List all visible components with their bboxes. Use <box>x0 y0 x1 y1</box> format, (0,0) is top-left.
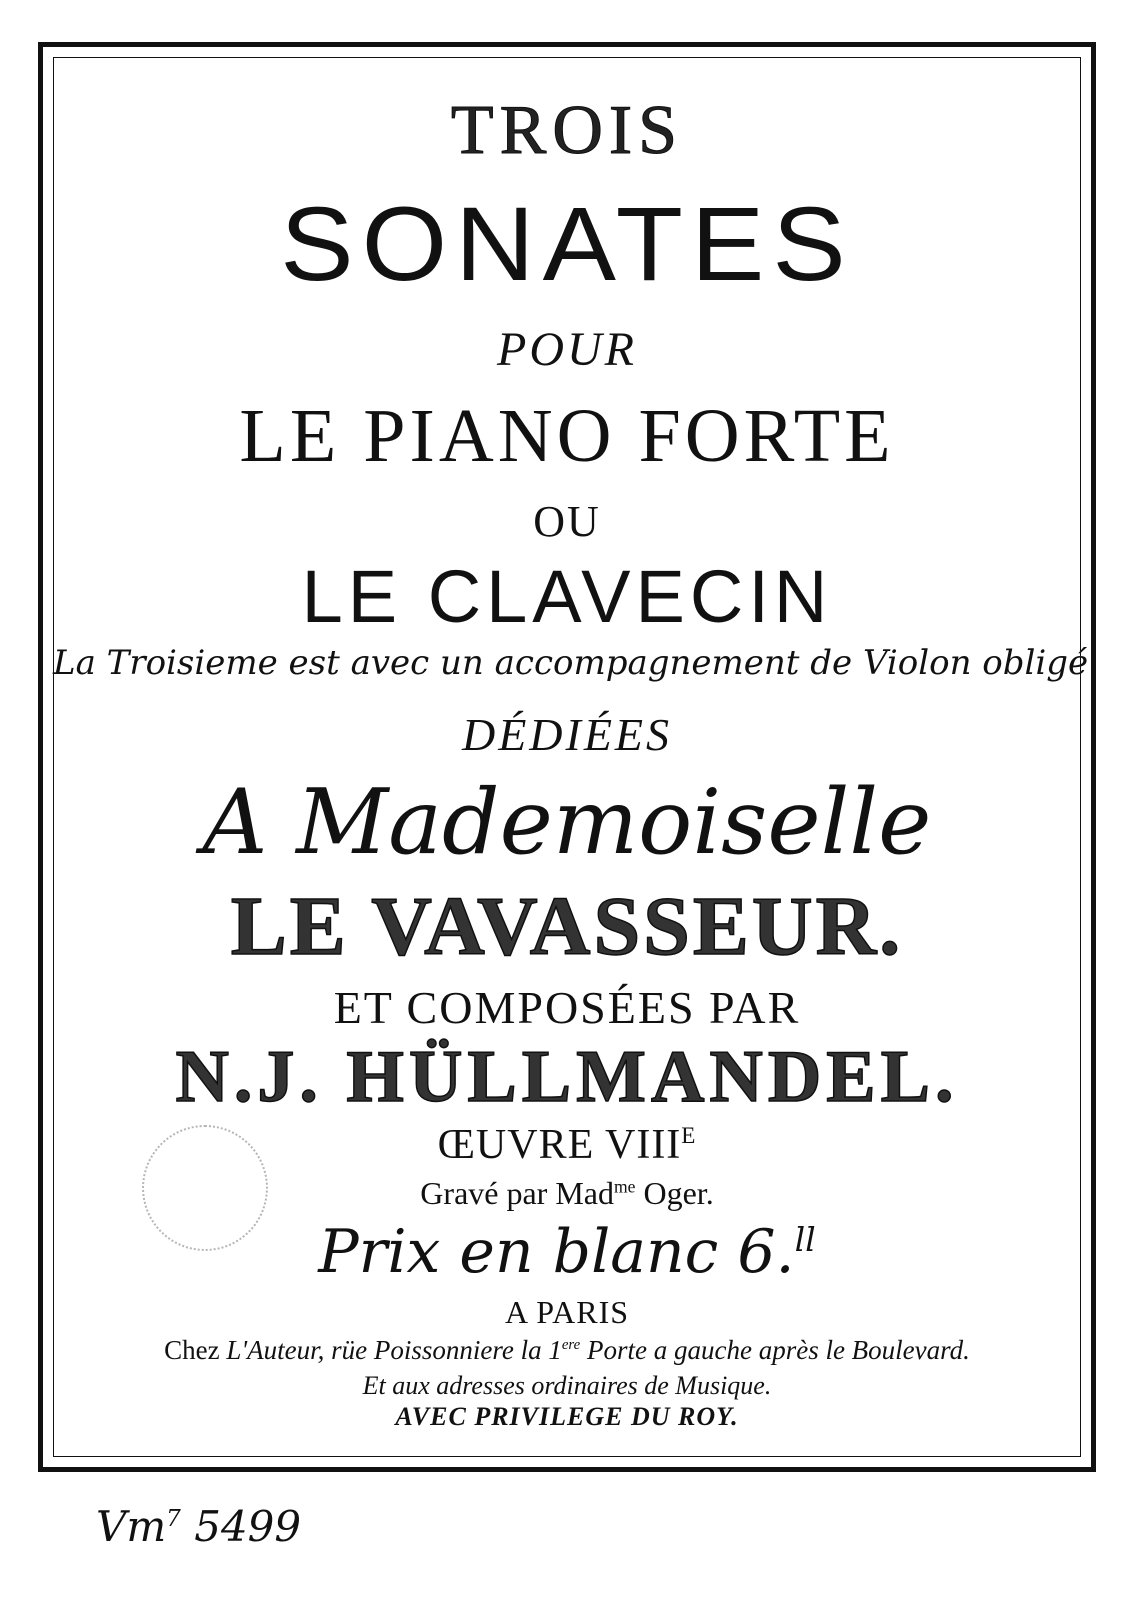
dedication-mademoiselle: A Mademoiselle <box>202 770 932 875</box>
royal-privilege: AVEC PRIVILEGE DU ROY. <box>395 1402 739 1431</box>
publisher-city: A PARIS <box>504 1294 630 1330</box>
price-sup: ll <box>794 1220 816 1259</box>
title-clavecin: LE CLAVECIN <box>301 555 833 638</box>
shelfmark-number: 5499 <box>194 1502 302 1551</box>
address-part-a: L'Auteur, rüe Poissonniere la 1 <box>226 1335 562 1365</box>
dedication-dediees: DÉDIÉES <box>461 709 673 760</box>
price-text: Prix en blanc 6. <box>318 1217 795 1287</box>
publisher-address <box>53 1337 1081 1364</box>
address-part-b: Porte a gauche après le Boulevard. <box>587 1335 970 1365</box>
address-prefix: Chez <box>164 1335 220 1365</box>
opus-text: ŒUVRE VIII <box>437 1122 682 1168</box>
engraver-text: Gravé par Mad <box>420 1175 614 1211</box>
subtitle-violin-note: La Troisieme est avec un accompagnement de Violon obligé <box>53 643 1089 683</box>
title-pour: POUR <box>497 323 637 376</box>
engraver-name: Oger. <box>643 1175 714 1211</box>
address-sup: ere <box>561 1337 581 1353</box>
dedicatee-name: LE VAVASSEUR. <box>230 880 904 973</box>
library-stamp <box>142 1125 268 1251</box>
engraver-sup: me <box>613 1176 636 1197</box>
opus-sup: E <box>681 1122 697 1148</box>
composer-name: N.J. HÜLLMANDEL. <box>175 1036 959 1118</box>
shelfmark-sup: 7 <box>166 1506 181 1532</box>
title-piano-forte: LE PIANO FORTE <box>239 394 895 478</box>
title-trois: TROIS <box>450 92 684 169</box>
title-ou: OU <box>533 497 601 546</box>
title-sonates: SONATES <box>280 186 854 303</box>
other-addresses: Et aux adresses ordinaires de Musique. <box>362 1371 772 1400</box>
composed-by-line: ET COMPOSÉES PAR <box>333 982 801 1033</box>
shelfmark-prefix: Vm <box>96 1502 167 1551</box>
shelfmark <box>96 1502 301 1551</box>
